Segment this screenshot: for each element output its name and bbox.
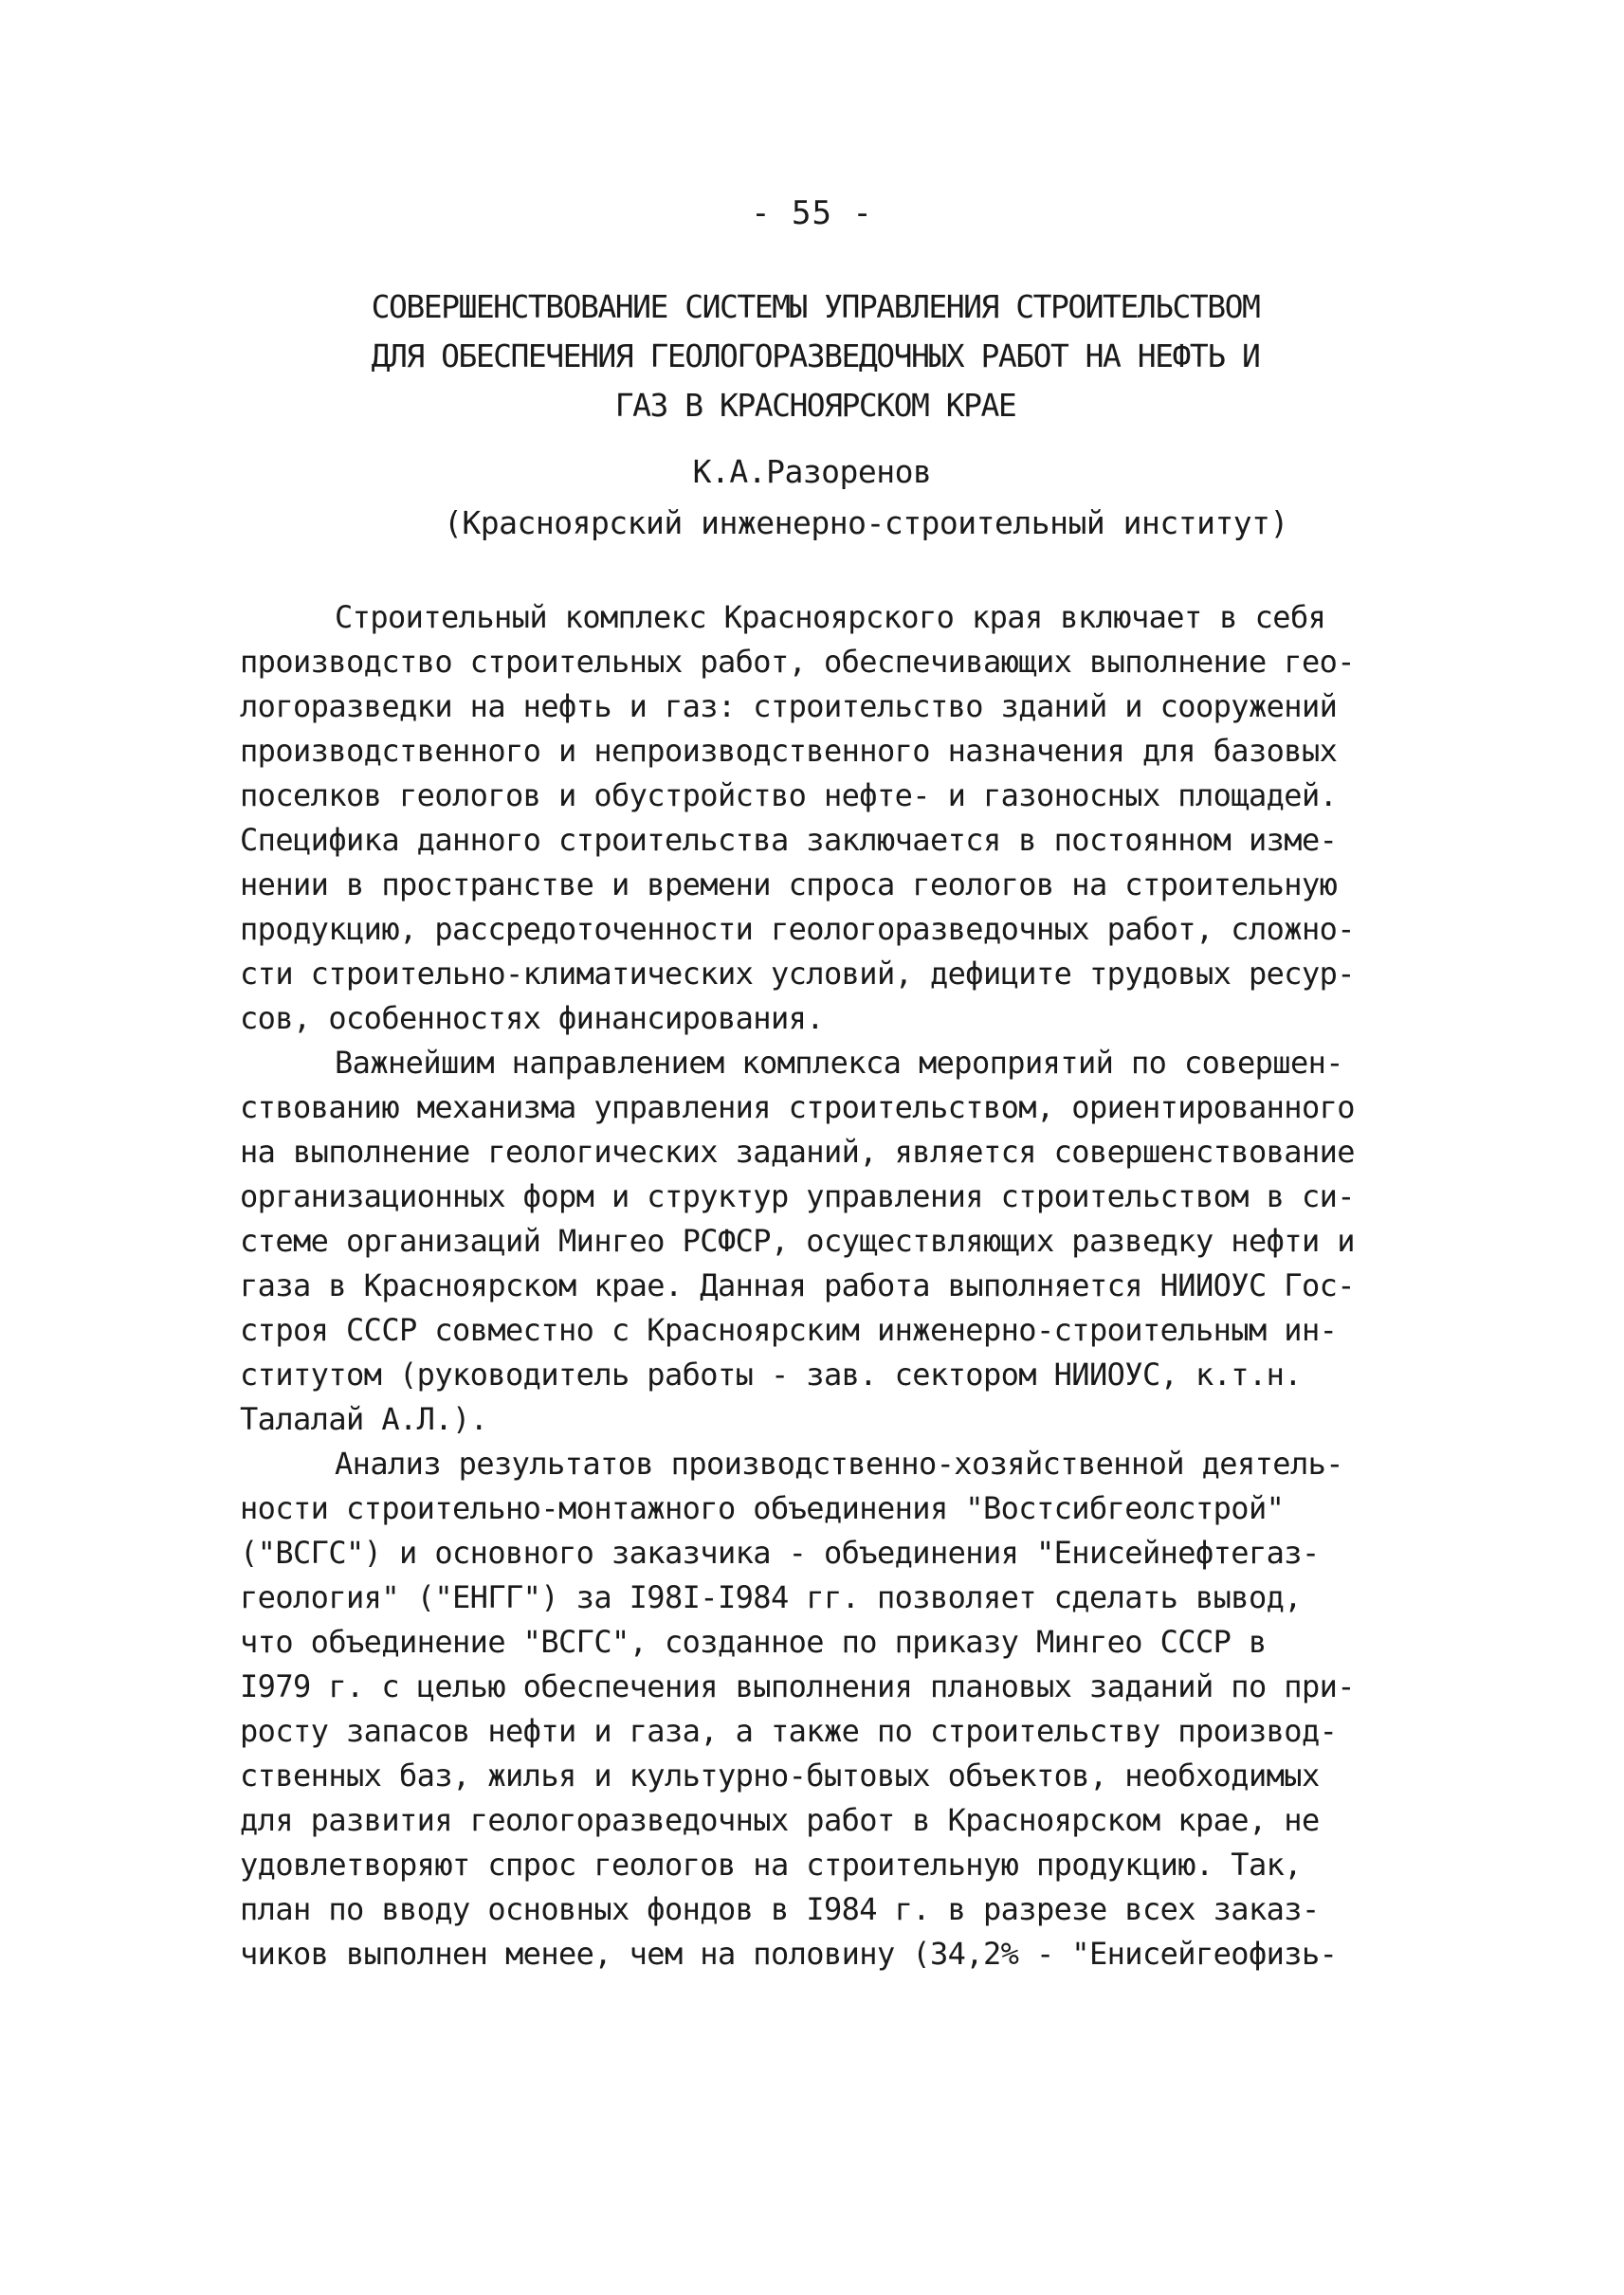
paragraph-line: сти строительно-климатических условий, дефиците трудовых ресур-: [240, 956, 1355, 992]
paragraph-line: газа в Красноярском крае. Данная работа выполняется НИИОУС Гос-: [240, 1267, 1355, 1303]
paragraph-line: производственного и непроизводственного назначения для базовых: [240, 733, 1338, 769]
paragraph-line: ствованию механизма управления строительством, ориентированного: [240, 1089, 1355, 1125]
paragraph-line: план по вводу основных фондов в I984 г. в разрезе всех заказ-: [240, 1891, 1320, 1927]
paragraph-line: росту запасов нефти и газа, а также по строительству производ-: [240, 1713, 1338, 1749]
title-line: СОВЕРШЕНСТВОВАНИЕ СИСТЕМЫ УПРАВЛЕНИЯ СТРОИТЕЛЬСТВОМ: [371, 288, 1260, 325]
paragraph-line: стеме организаций Мингео РСФСР, осуществляющих разведку нефти и: [240, 1223, 1355, 1259]
paragraph-line: Важнейшим направлением комплекса мероприятий по совершен-: [335, 1045, 1343, 1081]
title-line: ГАЗ В КРАСНОЯРСКОМ КРАЕ: [614, 387, 1016, 424]
paragraph-line: Анализ результатов производственно-хозяйственной деятель-: [335, 1446, 1343, 1482]
body-text: [240, 595, 1396, 1976]
paragraph-line: строя СССР совместно с Красноярским инженерно-строительным ин-: [240, 1312, 1338, 1348]
paragraph-line: сов, особенностях финансирования.: [240, 1000, 824, 1036]
paragraph-line: для развития геологоразведочных работ в Красноярском крае, не: [240, 1802, 1320, 1838]
paragraph-line: Талалай А.Л.).: [240, 1401, 488, 1437]
paragraph-line: Специфика данного строительства заключается в постоянном изме-: [240, 822, 1338, 858]
paragraph-line: продукцию, рассредоточенности геологоразведочных работ, сложно-: [240, 911, 1355, 947]
paragraph-line: ственных баз, жилья и культурно-бытовых объектов, необходимых: [240, 1758, 1320, 1794]
paragraph-line: нении в пространстве и времени спроса геологов на строительную: [240, 866, 1338, 902]
paragraph-line: логоразведки на нефть и газ: строительство зданий и сооружений: [240, 688, 1338, 724]
paragraph-line: геология" ("ЕНГГ") за I98I-I984 гг. позволяет сделать вывод,: [240, 1579, 1302, 1615]
paragraph-line: ститутом (руководитель работы - зав. сектором НИИОУС, к.т.н.: [240, 1357, 1302, 1393]
paragraph-line: удовлетворяют спрос геологов на строительную продукцию. Так,: [240, 1847, 1302, 1883]
paragraph-line: организационных форм и структур управления строительством в си-: [240, 1178, 1355, 1214]
paragraph-line: I979 г. с целью обеспечения выполнения плановых заданий по при-: [240, 1668, 1355, 1704]
paragraph-line: ности строительно-монтажного объединения "Востсибгеолстрой": [240, 1490, 1285, 1526]
paragraph-line: на выполнение геологических заданий, является совершенствование: [240, 1134, 1355, 1170]
paragraph-line: что объединение "ВСГС", созданное по приказу Мингео СССР в: [240, 1624, 1267, 1660]
author-name: К.А.Разоренов: [692, 453, 932, 490]
paragraph-line: ("ВСГС") и основного заказчика - объединения "Енисейнефтегаз-: [240, 1535, 1320, 1571]
author-affiliation: (Красноярский инженерно-строительный институт): [444, 504, 1288, 541]
article-title: [284, 282, 1346, 430]
page-number: - 55 -: [751, 194, 873, 232]
paragraph-line: чиков выполнен менее, чем на половину (34,2% - "Енисейгеофизь-: [240, 1936, 1338, 1972]
paragraph-line: поселков геологов и обустройство нефте- и газоносных площадей.: [240, 777, 1338, 813]
paragraph-line: Строительный комплекс Красноярского края включает в себя: [335, 599, 1326, 635]
paragraph-line: производство строительных работ, обеспечивающих выполнение гео-: [240, 644, 1355, 680]
title-line: ДЛЯ ОБЕСПЕЧЕНИЯ ГЕОЛОГОРАЗВЕДОЧНЫХ РАБОТ НА НЕФТЬ И: [371, 337, 1260, 374]
